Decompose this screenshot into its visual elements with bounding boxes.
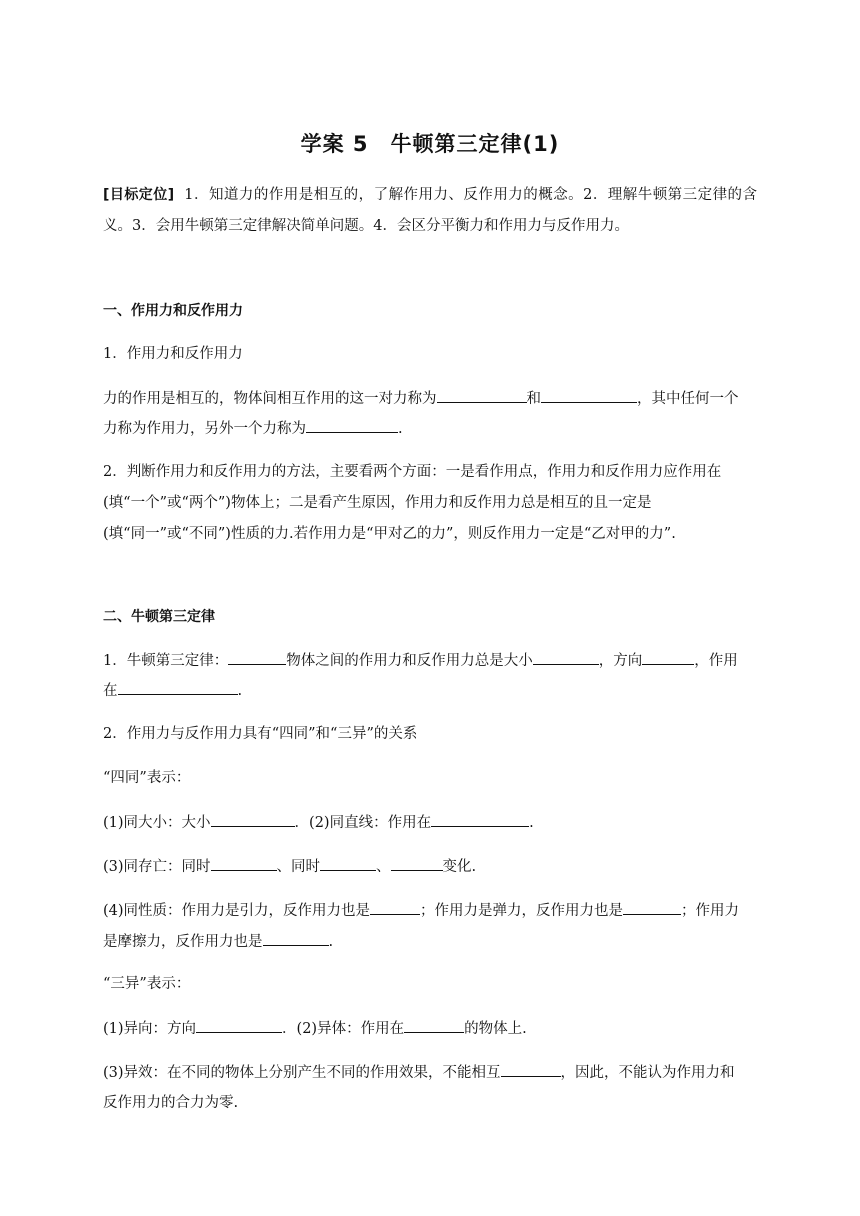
fill-blank[interactable] xyxy=(391,856,443,871)
text-span: (3)异效：在不同的物体上分别产生不同的作用效果，不能相互 xyxy=(103,1065,501,1081)
text-span: 、 xyxy=(376,859,391,875)
text-span: 变化. xyxy=(442,859,477,875)
text-span: 力的作用是相互的，物体间相互作用的这一对力称为 xyxy=(103,391,437,407)
text-span: 在 xyxy=(103,683,118,699)
fill-blank[interactable] xyxy=(228,650,286,665)
diff-line-3b: 反作用力的合力为零. xyxy=(103,1095,239,1111)
text-span: ；作用力 xyxy=(681,903,740,919)
section-heading-2: 二、牛顿第三定律 xyxy=(103,609,215,625)
section1-para2-line1: 2．判断作用力和反作用力的方法，主要看两个方面：一是看作用点，作用力和反作用力应作用在 xyxy=(103,464,722,480)
text-span: . xyxy=(398,421,403,437)
text-span: . xyxy=(237,683,243,699)
fill-blank[interactable] xyxy=(404,1018,464,1033)
text-span: (1)异向：方向 xyxy=(103,1021,197,1037)
section2-item2: 2．作用力与反作用力具有“四同”和“三异”的关系 xyxy=(103,726,418,742)
same-line-3 xyxy=(103,856,476,877)
fill-blank[interactable] xyxy=(320,856,376,871)
text-span: (1)同大小：大小 xyxy=(103,815,211,831)
fill-blank[interactable] xyxy=(263,931,329,946)
fill-blank[interactable] xyxy=(370,900,420,915)
goal-line-1 xyxy=(103,185,757,205)
diff-line-3a xyxy=(103,1062,735,1083)
text-span: 、同时 xyxy=(276,859,321,875)
four-same-label: “四同”表示： xyxy=(103,770,191,786)
fill-blank[interactable] xyxy=(306,418,398,433)
fill-blank[interactable] xyxy=(437,388,527,403)
text-span: ．(2)同直线：作用在 xyxy=(294,815,432,831)
text-span: 力称为作用力，另外一个力称为 xyxy=(103,421,306,437)
section1-item1-heading: 1．作用力和反作用力 xyxy=(103,346,243,362)
section1-para1-line1 xyxy=(103,388,739,409)
fill-blank[interactable] xyxy=(623,900,681,915)
fill-blank[interactable] xyxy=(118,680,238,695)
text-span: ；作用力是弹力，反作用力也是 xyxy=(420,903,624,919)
fill-blank[interactable] xyxy=(541,388,637,403)
same-line-4b xyxy=(103,931,333,952)
section-heading-1: 一、作用力和反作用力 xyxy=(103,303,243,319)
fill-blank[interactable] xyxy=(501,1062,561,1077)
text-span: ．(2)异体：作用在 xyxy=(282,1021,405,1037)
same-line-4a xyxy=(103,900,739,921)
fill-blank[interactable] xyxy=(196,1018,282,1033)
three-diff-label: “三异”表示： xyxy=(103,976,191,992)
page-title: 学案 5 牛顿第三定律(1) xyxy=(300,132,560,156)
text-span: ，作用 xyxy=(694,653,738,669)
text-span: 的物体上. xyxy=(464,1021,527,1037)
text-span: 1．牛顿第三定律： xyxy=(103,653,229,669)
text-span: (3)同存亡：同时 xyxy=(103,859,211,875)
text-span: (4)同性质：作用力是引力，反作用力也是 xyxy=(103,903,371,919)
text-span: ，其中任何一个 xyxy=(637,391,739,407)
text-span: . xyxy=(328,934,334,950)
same-line-1 xyxy=(103,812,534,833)
section1-para2-line3: (填“同一”或“不同”)性质的力.若作用力是“甲对乙的力”，则反作用力一定是“乙对甲的力”. xyxy=(103,526,676,542)
fill-blank[interactable] xyxy=(431,812,529,827)
goal-text-1: 1．知道力的作用是相互的，了解作用力、反作用力的概念。2．理解牛顿第三定律的含 xyxy=(184,187,758,203)
fill-blank[interactable] xyxy=(211,856,277,871)
goal-tag: [目标定位] xyxy=(103,187,175,203)
text-span: 和 xyxy=(526,391,541,407)
fill-blank[interactable] xyxy=(642,650,694,665)
fill-blank[interactable] xyxy=(533,650,599,665)
text-span: ，因此，不能认为作用力和 xyxy=(560,1065,735,1081)
section1-para2-line2: (填“一个”或“两个”)物体上；二是看产生原因，作用力和反作用力总是相互的且一定是 xyxy=(103,495,652,511)
fill-blank[interactable] xyxy=(211,812,295,827)
text-span: . xyxy=(529,815,534,831)
law-line-2 xyxy=(103,680,242,701)
text-span: 是摩擦力，反作用力也是 xyxy=(103,934,263,950)
goal-line-2: 义。3．会用牛顿第三定律解决简单问题。4．会区分平衡力和作用力与反作用力。 xyxy=(103,218,629,234)
section1-para1-line2 xyxy=(103,418,403,439)
law-line-1 xyxy=(103,650,738,671)
diff-line-1 xyxy=(103,1018,527,1039)
text-span: ，方向 xyxy=(598,653,643,669)
text-span: 物体之间的作用力和反作用力总是大小 xyxy=(286,653,533,669)
